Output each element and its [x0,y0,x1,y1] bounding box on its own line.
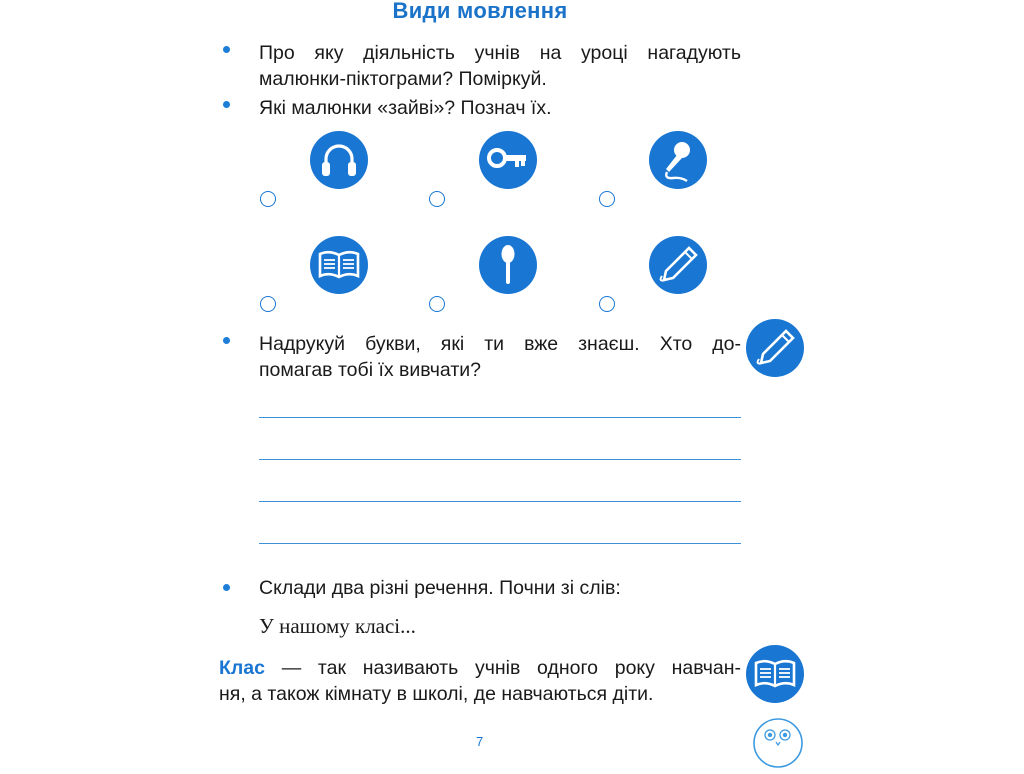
microphone-icon [649,131,707,189]
task-3-text [259,331,741,383]
task-2-text: Які малюнки «зайві»? Познач їх. [259,97,552,119]
pictogram-3-checkbox[interactable] [599,191,615,207]
pictogram-4-checkbox[interactable] [260,296,276,312]
key-icon [479,131,537,189]
book-icon [746,645,804,703]
writing-line[interactable] [259,459,741,460]
pictogram-6-checkbox[interactable] [599,296,615,312]
task-1-text: Про яку діяльність учнів на уроці нагадують малюнки-піктограми? Поміркуй. [259,42,741,90]
pictogram-2-checkbox[interactable] [429,191,445,207]
definition-rest: — так називають учнів одного року навчан- [264,657,741,679]
bullet [223,46,230,53]
bullet [223,101,230,108]
spoon-icon [479,236,537,294]
book-icon [310,236,368,294]
pictogram-5-checkbox[interactable] [429,296,445,312]
definition-line-1 [219,655,741,681]
sentence-start: У нашому класі... [259,614,416,638]
writing-line[interactable] [259,501,741,502]
task-3-line-1: Надрукуй букви, які ти вже знаєш. Хто до- [259,333,741,355]
writing-line[interactable] [259,417,741,418]
writing-line[interactable] [259,543,741,544]
definition [219,655,741,707]
pencil-icon [746,319,804,377]
task-4-text: Склади два різні речення. Почни зі слів: [259,577,621,599]
bullet [223,337,230,344]
pictogram-1-checkbox[interactable] [260,191,276,207]
bullet [223,584,230,591]
headphones-icon [310,131,368,189]
pencil-icon [649,236,707,294]
definition-line-2: ня, а також кімнату в школі, де навчаються діти. [219,683,654,705]
page-number: 7 [476,734,484,749]
task-3-line-2: помагав тобі їх вивчати? [259,359,482,381]
definition-term: Клас [219,657,265,679]
owl-icon [752,717,804,769]
page-title: Види мовлення [392,0,568,23]
